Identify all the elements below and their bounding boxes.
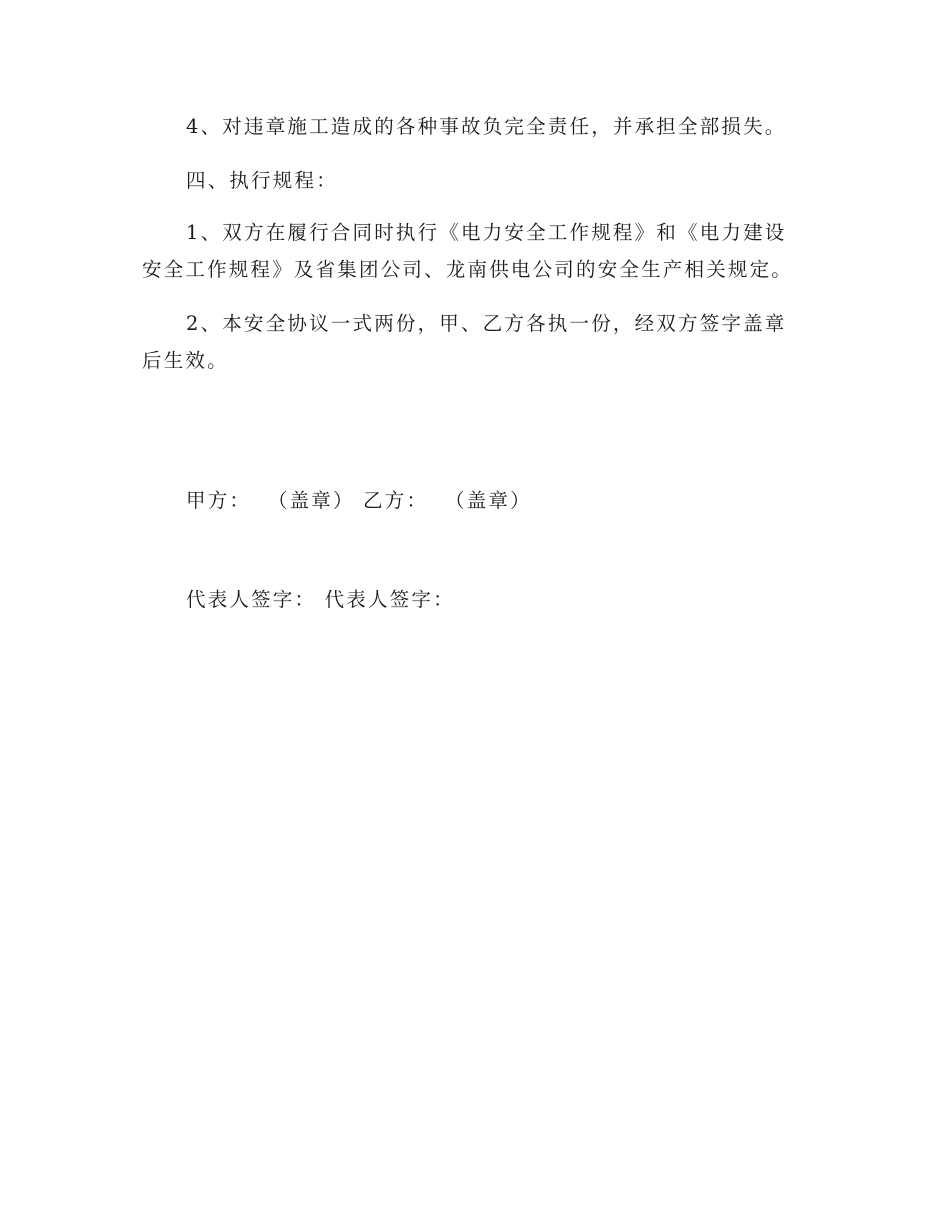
representative-signature-line: 代表人签字： 代表人签字： xyxy=(186,588,455,611)
rule-2-paragraph: 2、本安全协议一式两份，甲、乙方各执一份，经双方签字盖章后生效。 xyxy=(142,312,787,372)
clause-4-paragraph: 4、对违章施工造成的各种事故负完全责任，并承担全部损失。 xyxy=(186,115,787,138)
party-seal-line: 甲方： （盖章） 乙方： （盖章） xyxy=(186,489,532,512)
rule-1-paragraph: 1、双方在履行合同时执行《电力安全工作规程》和《电力建设安全工作规程》及省集团公司、龙南供电公司的安全生产相关规定。 xyxy=(142,221,794,281)
section-four-heading: 四、执行规程： xyxy=(186,169,338,192)
